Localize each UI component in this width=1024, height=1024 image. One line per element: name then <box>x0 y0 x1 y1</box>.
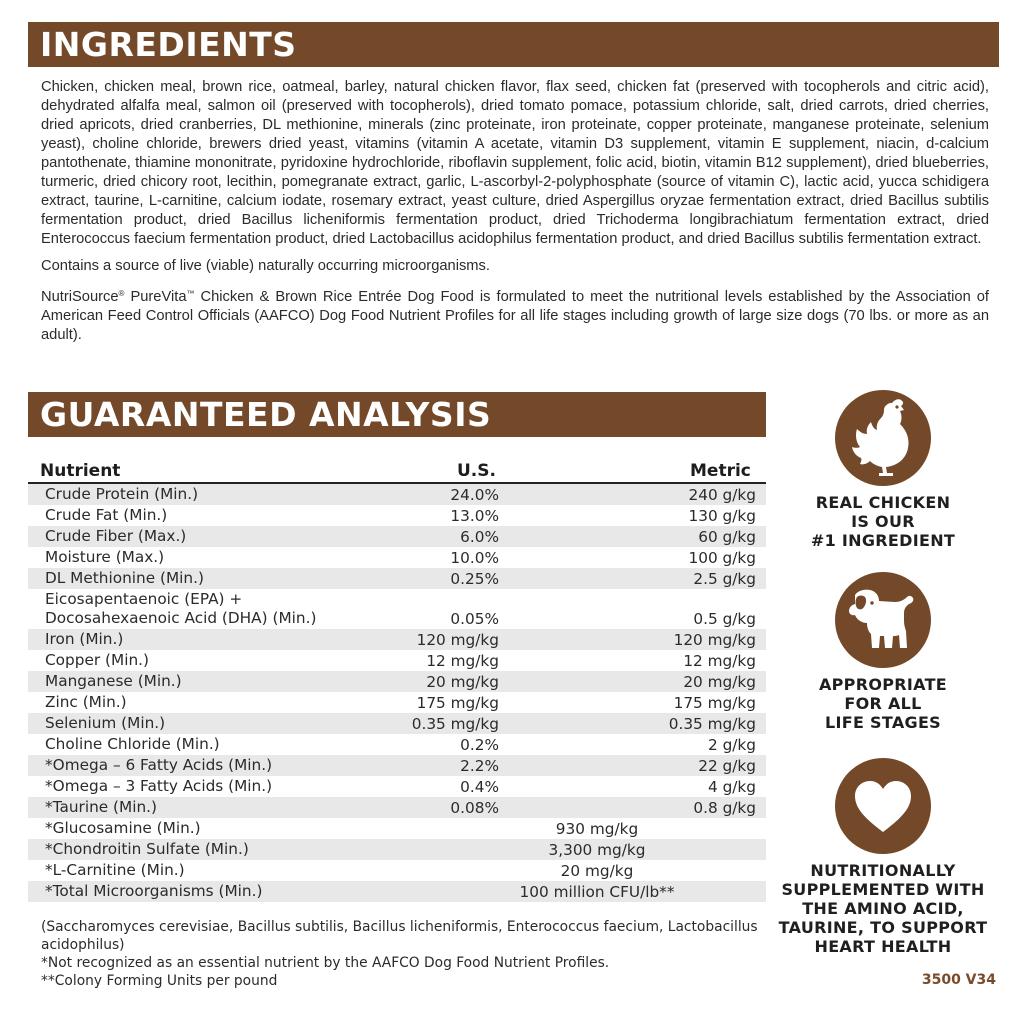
registered-mark: ® <box>118 289 125 298</box>
metric-value: 12 mg/kg <box>683 651 756 670</box>
badge-line: #1 INGREDIENT <box>810 531 956 550</box>
table-row <box>28 734 766 755</box>
ingredients-list: Chicken, chicken meal, brown rice, oatmeal, barley, natural chicken flavor, flax seed, chicken fat (preserved with tocopherols and citric acid), dehydrated alfalfa meal, salmon oil (preserved with tocopherols), dried tomato pomace, potassium chloride, salt, dried carrots, dried cherries, dried apricots, dried cranberries, DL methionine, minerals (zinc proteinate, iron proteinate, copper proteinate, manganese proteinate, selenium yeast), choline chloride, brewers dried yeast, vitamins (vitamin A acetate, vitamin D3 supplement, vitamin E supplement, niacin, d-calcium pantothenate, thiamine mononitrate, pyridoxine hydrochloride, riboflavin supplement, folic acid, biotin, vitamin B12 supplement), dried blueberries, turmeric, dried chicory root, lecithin, pomegranate extract, garlic, L-ascorbyl-2-polyphosphate (source of vitamin C), lactic acid, yucca schidigera extract, taurine, L-carnitine, calcium iodate, rosemary extract, yeast culture, dried Aspergillus oryzae fermentation extract, dried Bacillus subtilis fermentation product, dried Bacillus licheniformis fermentation product, dried Trichoderma longibrachiatum fermentation extract, dried Enterococcus faecium fermentation product, dried Lactobacillus acidophilus fermentation product, and dried Bacillus subtilis fermentation extract. <box>41 79 989 247</box>
nutrient-name <box>28 590 388 628</box>
badge-line: THE AMINO ACID, <box>802 899 964 918</box>
combined-value: 20 mg/kg <box>560 861 634 880</box>
table-row <box>28 881 766 902</box>
combined-value: 3,300 mg/kg <box>548 840 646 859</box>
table-row <box>28 568 766 589</box>
nutrient-name: DL Methionine (Min.) <box>45 569 204 587</box>
metric-value: 22 g/kg <box>698 756 756 775</box>
table-row <box>28 797 766 818</box>
ingredients-body <box>41 78 989 353</box>
us-column-header: U.S. <box>457 461 496 481</box>
cfu-definition-note: **Colony Forming Units per pound <box>41 973 278 989</box>
puppy-icon <box>835 572 931 668</box>
nutrient-name: Crude Protein (Min.) <box>45 485 199 503</box>
aafco-nonessential-note: *Not recognized as an essential nutrient by the AAFCO Dog Food Nutrient Profiles. <box>41 955 610 971</box>
nutrient-name: *Omega – 6 Fatty Acids (Min.) <box>45 756 273 774</box>
nutrient-name: *Taurine (Min.) <box>45 798 157 816</box>
aafco-statement-paragraph <box>41 284 989 345</box>
us-value: 0.2% <box>460 735 499 754</box>
badge-line: TAURINE, TO SUPPORT <box>778 918 988 937</box>
nutrient-name: Crude Fat (Min.) <box>45 506 168 524</box>
table-row <box>28 629 766 650</box>
table-row <box>28 713 766 734</box>
metric-value: 2.5 g/kg <box>693 569 756 588</box>
us-value: 0.35 mg/kg <box>411 714 499 733</box>
nutrient-name: Zinc (Min.) <box>45 693 127 711</box>
analysis-footnotes <box>41 918 771 990</box>
heart-health-badge-text <box>773 861 993 956</box>
heart-icon <box>835 758 931 854</box>
table-body <box>28 484 766 902</box>
metric-value: 120 mg/kg <box>673 630 756 649</box>
nutrient-name: *Chondroitin Sulfate (Min.) <box>45 840 249 858</box>
us-value: 2.2% <box>460 756 499 775</box>
combined-value: 930 mg/kg <box>555 819 639 838</box>
product-line-name: PureVita <box>130 289 187 305</box>
metric-value: 60 g/kg <box>698 527 756 546</box>
badge-line: REAL CHICKEN <box>815 493 951 512</box>
metric-value: 240 g/kg <box>688 485 756 504</box>
nutrient-name: *Total Microorganisms (Min.) <box>45 882 263 900</box>
table-row <box>28 860 766 881</box>
badge-line: HEART HEALTH <box>814 937 952 956</box>
metric-value: 0.8 g/kg <box>693 798 756 817</box>
ingredients-heading: INGREDIENTS <box>28 22 999 67</box>
us-value: 12 mg/kg <box>426 651 499 670</box>
table-row <box>28 671 766 692</box>
brand-name: NutriSource <box>41 289 119 305</box>
metric-value: 2 g/kg <box>707 735 756 754</box>
us-value: 0.4% <box>460 777 499 796</box>
metric-value: 4 g/kg <box>707 777 756 796</box>
us-value: 0.08% <box>450 798 499 817</box>
table-row <box>28 755 766 776</box>
table-row <box>28 692 766 713</box>
nutrient-name: Choline Chloride (Min.) <box>45 735 220 753</box>
table-row <box>28 589 766 629</box>
nutrient-column-header: Nutrient <box>40 461 121 481</box>
us-value: 13.0% <box>450 506 499 525</box>
us-value: 120 mg/kg <box>416 630 499 649</box>
table-row <box>28 547 766 568</box>
badge-line: APPROPRIATE <box>818 675 948 694</box>
nutrient-name: *Omega – 3 Fatty Acids (Min.) <box>45 777 273 795</box>
table-row <box>28 818 766 839</box>
nutrient-name: Crude Fiber (Max.) <box>45 527 187 545</box>
nutrient-name: Selenium (Min.) <box>45 714 166 732</box>
metric-value: 0.35 mg/kg <box>668 714 756 733</box>
aafco-statement: Chicken & Brown Rice Entrée Dog Food is formulated to meet the nutritional levels established by the Association of American Feed Control Officials (AAFCO) Dog Food Nutrient Profiles for all life stages including growth of large size dogs (70 lbs. or more as an adult). <box>41 289 989 343</box>
metric-value: 175 mg/kg <box>673 693 756 712</box>
metric-value: 0.5 g/kg <box>693 610 756 628</box>
us-value: 175 mg/kg <box>416 693 499 712</box>
metric-value: 130 g/kg <box>688 506 756 525</box>
us-value: 0.25% <box>450 569 499 588</box>
nutrient-name: Manganese (Min.) <box>45 672 182 690</box>
chicken-icon <box>835 390 931 486</box>
guaranteed-analysis-table <box>28 460 766 902</box>
us-value: 6.0% <box>460 527 499 546</box>
badge-line: IS OUR <box>851 512 915 531</box>
nutrient-name: Copper (Min.) <box>45 651 149 669</box>
metric-value: 100 g/kg <box>688 548 756 567</box>
trademark-mark: ™ <box>186 289 195 298</box>
nutrient-name: Iron (Min.) <box>45 630 124 648</box>
microorganism-list-note: (Saccharomyces cerevisiae, Bacillus subtilis, Bacillus licheniformis, Enterococcus faecium, Lactobacillus acidophilus) <box>41 919 758 953</box>
real-chicken-badge-text <box>773 493 993 550</box>
table-row <box>28 484 766 505</box>
table-row <box>28 839 766 860</box>
table-row <box>28 650 766 671</box>
nutrient-name-line: Docosahexaenoic Acid (DHA) (Min.) <box>45 609 317 627</box>
us-value: 10.0% <box>450 548 499 567</box>
badge-line: LIFE STAGES <box>824 713 942 732</box>
us-value: 0.05% <box>450 610 499 628</box>
nutrient-name: Moisture (Max.) <box>45 548 165 566</box>
table-header <box>28 460 766 484</box>
combined-value: 100 million CFU/lb** <box>519 882 675 901</box>
badge-line: FOR ALL <box>844 694 922 713</box>
table-row <box>28 526 766 547</box>
badge-line: NUTRITIONALLY <box>810 861 956 880</box>
table-row <box>28 776 766 797</box>
nutrient-name: *L-Carnitine (Min.) <box>45 861 185 879</box>
probiotic-note: Contains a source of live (viable) naturally occurring microorganisms. <box>41 258 490 274</box>
badge-line: SUPPLEMENTED WITH <box>781 880 985 899</box>
metric-column-header: Metric <box>690 461 751 481</box>
nutrient-name: *Glucosamine (Min.) <box>45 819 201 837</box>
us-value: 20 mg/kg <box>426 672 499 691</box>
life-stages-badge-text <box>773 675 993 732</box>
nutrient-name-line: Eicosapentaenoic (EPA) + <box>45 590 243 608</box>
product-code: 3500 V34 <box>921 972 996 988</box>
metric-value: 20 mg/kg <box>683 672 756 691</box>
guaranteed-analysis-heading: GUARANTEED ANALYSIS <box>28 392 766 437</box>
us-value: 24.0% <box>450 485 499 504</box>
table-row <box>28 505 766 526</box>
